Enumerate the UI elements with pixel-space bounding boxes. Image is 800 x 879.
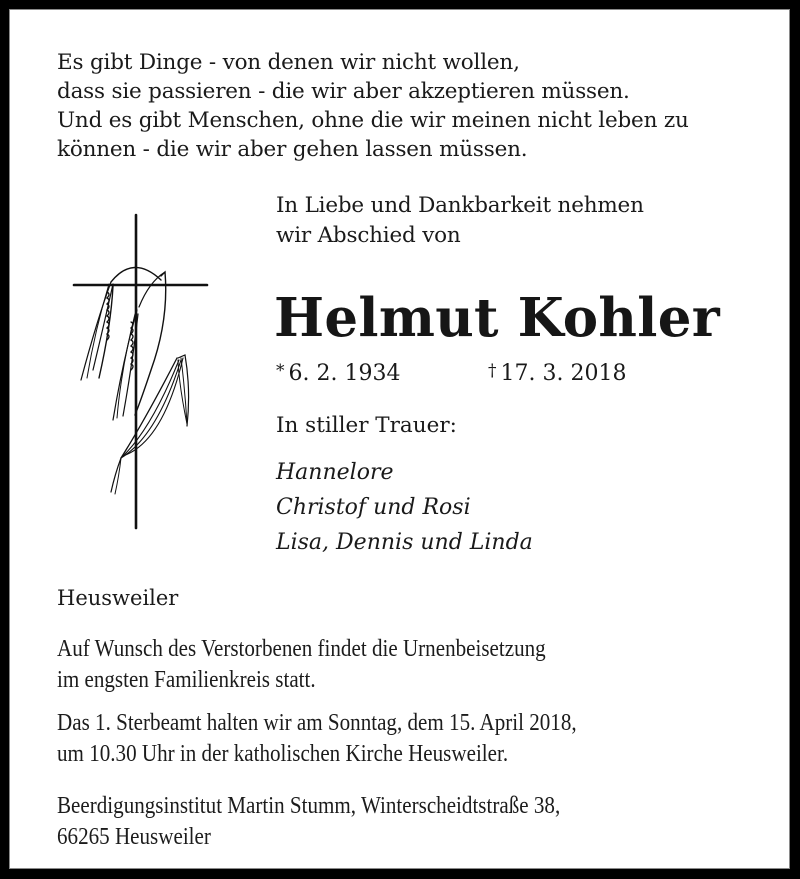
- death-date-value: 17. 3. 2018: [500, 361, 627, 386]
- burial-notice: [57, 633, 546, 695]
- mourner-names: [276, 455, 533, 560]
- funeral-home-notice: [57, 790, 560, 852]
- death-date: [488, 355, 626, 390]
- notice-line: Auf Wunsch des Verstorbenen findet die Urnenbeisetzung: [57, 635, 546, 662]
- birth-star-icon: *: [276, 361, 285, 381]
- deceased-name: Helmut Kohler: [274, 287, 720, 349]
- dagger-icon: †: [488, 361, 497, 381]
- mourner-name: Hannelore: [276, 460, 394, 485]
- mass-notice: [57, 707, 577, 769]
- poem-line: können - die wir aber gehen lassen müssen.: [57, 137, 528, 162]
- mourning-label: In stiller Trauer:: [276, 413, 457, 438]
- intro-text: [276, 191, 644, 251]
- birth-date-value: 6. 2. 1934: [288, 361, 401, 386]
- place-name: Heusweiler: [57, 586, 179, 610]
- obituary-card: [9, 9, 790, 869]
- mourner-name: Christof und Rosi: [276, 495, 471, 520]
- poem-line: Und es gibt Menschen, ohne die wir meinen nicht leben zu: [57, 108, 689, 133]
- notice-line: Beerdigungsinstitut Martin Stumm, Winterscheidtstraße 38,: [57, 792, 561, 819]
- notice-line: 66265 Heusweiler: [57, 823, 211, 850]
- notice-line: im engsten Familienkreis statt.: [57, 666, 316, 693]
- poem-line: dass sie passieren - die wir aber akzeptieren müssen.: [57, 79, 630, 104]
- mourner-name: Lisa, Dennis und Linda: [276, 530, 533, 555]
- notice-line: Das 1. Sterbeamt halten wir am Sonntag, dem 15. April 2018,: [57, 709, 577, 736]
- cross-with-wheat-icon: [65, 210, 215, 535]
- birth-date: [276, 355, 400, 390]
- notice-line: um 10.30 Uhr in der katholischen Kirche Heusweiler.: [57, 740, 509, 767]
- intro-line: wir Abschied von: [276, 223, 461, 248]
- poem-line: Es gibt Dinge - von denen wir nicht wollen,: [57, 50, 520, 75]
- poem-text: [57, 48, 689, 164]
- intro-line: In Liebe und Dankbarkeit nehmen: [276, 193, 644, 218]
